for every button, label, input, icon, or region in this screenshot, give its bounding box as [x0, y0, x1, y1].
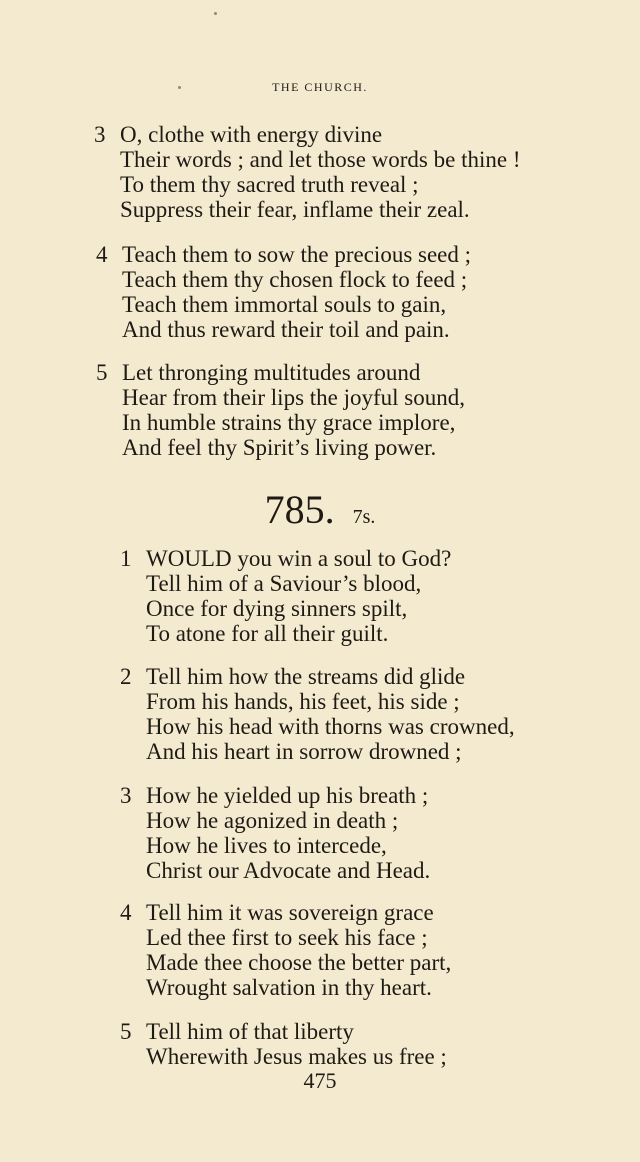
verse-line: Tell him of a Saviour’s blood,	[146, 571, 422, 596]
verse-line: How he agonized in death ;	[146, 808, 399, 833]
stanza-number: 3	[120, 783, 132, 808]
stanza	[120, 900, 452, 1000]
verse-line: Tell him of that liberty	[146, 1019, 354, 1044]
verse-line: Led thee first to seek his face ;	[146, 925, 428, 950]
paper-speck	[214, 12, 217, 15]
verse-line: Teach them to sow the precious seed ;	[122, 242, 472, 267]
stanza-number: 2	[120, 664, 132, 689]
verse-line: O, clothe with energy divine	[120, 122, 383, 147]
verse-line: Teach them thy chosen flock to feed ;	[122, 267, 468, 292]
verse-line: And thus reward their toil and pain.	[122, 317, 450, 342]
verse-line: Teach them immortal souls to gain,	[122, 292, 447, 317]
stanza	[120, 546, 452, 646]
verse-line: Christ our Advocate and Head.	[146, 858, 431, 883]
stanza-number: 5	[96, 360, 108, 385]
verse-line: How he lives to intercede,	[146, 833, 387, 858]
stanza	[120, 783, 431, 883]
verse-line: And feel thy Spirit’s living power.	[122, 435, 437, 460]
verse-line: And his heart in sorrow drowned ;	[146, 739, 462, 764]
verse-line: Let thronging multitudes around	[122, 360, 421, 385]
verse-line: To atone for all their guilt.	[146, 621, 389, 646]
verse-line: Hear from their lips the joyful sound,	[122, 385, 466, 410]
stanza	[94, 122, 521, 222]
hymn-number: 785.	[264, 487, 335, 532]
verse-line: How he yielded up his breath ;	[146, 783, 429, 808]
verse-line: To them thy sacred truth reveal ;	[120, 172, 419, 197]
stanza	[120, 664, 515, 764]
stanza	[96, 242, 472, 342]
stanza-number: 3	[94, 122, 106, 147]
hymn-meter: 7s.	[352, 506, 376, 528]
verse-line: Their words ; and let those words be thine !	[120, 147, 521, 172]
stanza-number: 5	[120, 1019, 132, 1044]
running-head: THE CHURCH.	[272, 80, 368, 94]
page-number: 475	[303, 1068, 337, 1093]
stanza-number: 4	[120, 900, 132, 925]
verse-line: Wherewith Jesus makes us free ;	[146, 1044, 447, 1069]
verse-line: How his head with thorns was crowned,	[146, 714, 515, 739]
stanza	[96, 360, 466, 460]
verse-line: Tell him how the streams did glide	[146, 664, 466, 689]
verse-line: WOULD you win a soul to God?	[146, 546, 452, 571]
verse-line: Made thee choose the better part,	[146, 950, 452, 975]
verse-line: Once for dying sinners spilt,	[146, 596, 408, 621]
stanza-number: 4	[96, 242, 108, 267]
verse-line: In humble strains thy grace implore,	[122, 410, 456, 435]
verse-line: Suppress their fear, inflame their zeal.	[120, 197, 470, 222]
verse-line: Wrought salvation in thy heart.	[146, 975, 432, 1000]
verse-line: From his hands, his feet, his side ;	[146, 689, 460, 714]
verse-line: Tell him it was sovereign grace	[146, 900, 434, 925]
stanza	[120, 1019, 447, 1069]
hymn-heading	[0, 486, 640, 533]
stanza-number: 1	[120, 546, 132, 571]
